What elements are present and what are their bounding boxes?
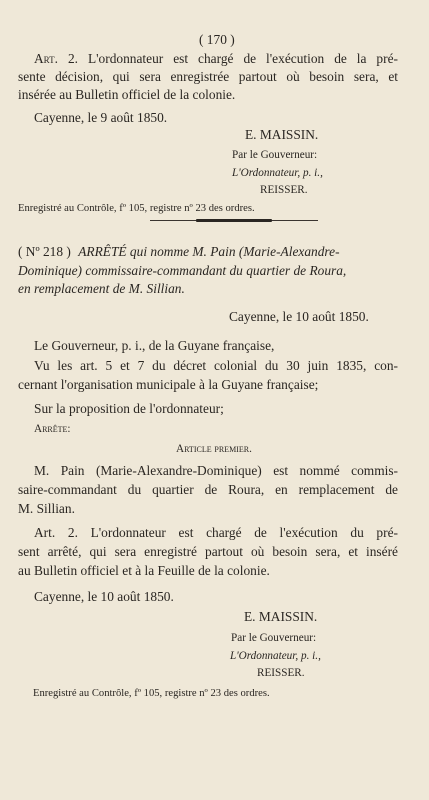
article-premier: Article premier. [176, 443, 252, 455]
decision-ordonnateur: L'Ordonnateur, p. i., [232, 167, 323, 179]
arrete-par-gouverneur: Par le Gouverneur: [231, 632, 317, 644]
article-label: Art. 2. [34, 51, 78, 66]
arrete-art2-line2: sent arrêté, qui sera enregistré partout où besoin sera, et inséré [18, 544, 398, 559]
page-number: ( 170 ) [199, 32, 235, 47]
decision-signature: E. MAISSIN. [245, 127, 319, 142]
decision-enregistre: Enregistré au Contrôle, fº 105, registre nº 23 des ordres. [18, 203, 255, 214]
arrete-enregistre: Enregistré au Contrôle, fº 105, registre nº 23 des ordres. [33, 688, 270, 699]
arrete-title-line2: Dominique) commissaire-commandant du quartier de Roura, [18, 263, 347, 278]
arrete-number: ( Nº 218 ) [18, 244, 71, 259]
decision-art2-line1 [34, 50, 398, 68]
arrete-art2-line3: au Bulletin officiel et à la Feuille de la colonie. [18, 563, 270, 578]
arrete-vu-line2: cernant l'organisation municipale à la Guyane française; [18, 377, 319, 392]
divider-thick-line [196, 219, 272, 222]
arrete-ordonnateur: L'Ordonnateur, p. i., [230, 650, 321, 662]
section-divider [150, 219, 318, 222]
arrete-art1-line1: M. Pain (Marie-Alexandre-Dominique) est nommé commis- [34, 463, 398, 478]
arrete-date: Cayenne, le 10 août 1850. [34, 589, 174, 604]
arrete-signature: E. MAISSIN. [244, 609, 318, 624]
arrete-vu-line1: Vu les art. 5 et 7 du décret colonial du 30 juin 1835, con- [34, 358, 398, 373]
decision-reisser: REISSER. [260, 184, 308, 196]
arrete-reisser: REISSER. [257, 667, 305, 679]
arrete-sur-line: Sur la proposition de l'ordonnateur; [34, 401, 224, 416]
arrete-art2-line1: Art. 2. L'ordonnateur est chargé de l'exécution du pré- [34, 525, 398, 540]
arrete-gouverneur-line: Le Gouverneur, p. i., de la Guyane française, [34, 338, 275, 353]
arrete-label: Arrête: [34, 423, 71, 435]
arrete-header-line1 [18, 243, 340, 261]
arrete-title-line3: en remplacement de M. Sillian. [18, 281, 185, 296]
article-text: L'ordonnateur est chargé de l'exécution de la pré- [87, 51, 398, 66]
arrete-art1-line2: saire-commandant du quartier de Roura, en remplacement de [18, 482, 398, 497]
arrete-title-line1: ARRÊTÉ qui nomme M. Pain (Marie-Alexandre- [78, 244, 340, 259]
decision-art2-line3: insérée au Bulletin officiel de la colonie. [18, 87, 236, 102]
arrete-art1-line3: M. Sillian. [18, 501, 75, 516]
decision-date: Cayenne, le 9 août 1850. [34, 110, 168, 125]
decision-par-gouverneur: Par le Gouverneur: [232, 149, 318, 161]
arrete-date-head: Cayenne, le 10 août 1850. [229, 309, 369, 324]
decision-art2-line2: sente décision, qui sera enregistrée partout où besoin sera, et [18, 69, 398, 84]
